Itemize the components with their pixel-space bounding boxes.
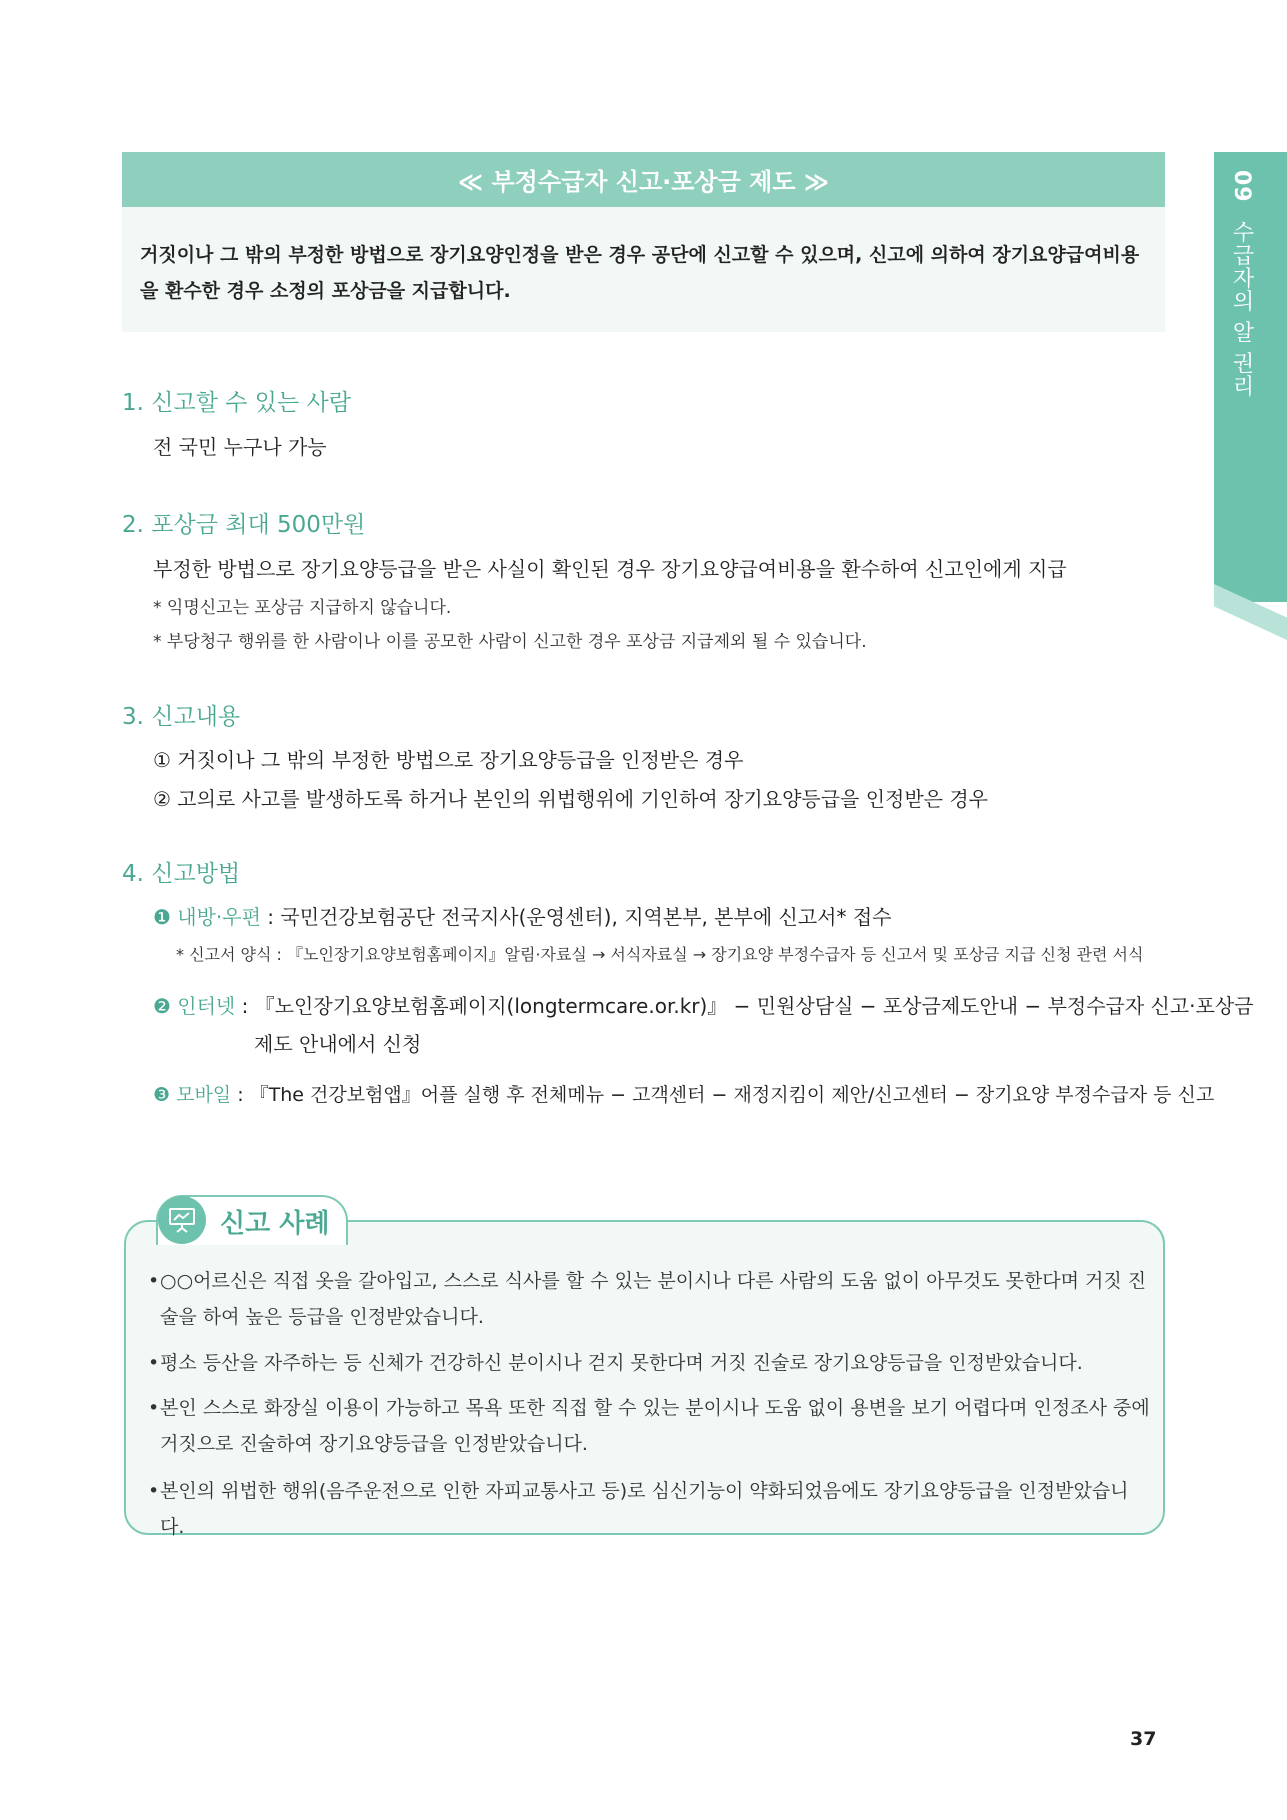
chapter-number: 09 (1229, 170, 1254, 203)
case-item-text: ○○어르신은 직접 옷을 갈아입고, 스스로 식사를 할 수 있는 분이시나 다른 사람의 도움 없이 아무것도 못한다며 거짓 진술을 하여 높은 등급을 인정받았습니다. (160, 1270, 1147, 1328)
method-1-note: * 신고서 양식 : 『노인장기요양보험홈페이지』알림·자료실 → 서식자료실 → 장기요양 부정수급자 등 신고서 및 포상금 지급 신청 관련 서식 (176, 945, 1144, 964)
section-2-body: 부정한 방법으로 장기요양등급을 받은 사실이 확인된 경우 장기요양급여비용을 환수하여 신고인에게 지급 (153, 557, 1067, 581)
case-item-3 (148, 1390, 1150, 1462)
method-internet (153, 990, 1253, 1019)
presentation-board-icon (158, 1196, 206, 1244)
case-item-text: 본인 스스로 화장실 이용이 가능하고 목욕 또한 직접 할 수 있는 분이시나 도움 없이 용변을 보기 어렵다며 인정조사 중에 거짓으로 진술하여 장기요양등급을 인정받았습니다. (160, 1397, 1150, 1455)
method-mobile (153, 1080, 1214, 1107)
case-title: 신고 사례 (220, 1209, 330, 1239)
case-bullet: • (148, 1480, 160, 1502)
method-visit-mail (153, 901, 891, 930)
case-item-4 (148, 1473, 1150, 1545)
section-2-note-1: * 익명신고는 포상금 지급하지 않습니다. (153, 598, 452, 618)
section-4-title: 4. 신고방법 (122, 861, 241, 887)
method-1-marker: ❶ (153, 905, 171, 929)
page-title: ≪ 부정수급자 신고·포상금 제도 ≫ (122, 152, 1165, 207)
section-1-title: 1. 신고할 수 있는 사람 (122, 390, 351, 416)
method-3-label: 모바일 (176, 1084, 232, 1106)
method-2-label: 인터넷 (177, 994, 236, 1018)
method-1-text: : 국민건강보험공단 전국지사(운영센터), 지역본부, 본부에 신고서* 접수 (260, 905, 892, 929)
method-3-marker: ❸ (153, 1084, 171, 1106)
case-bullet: • (148, 1352, 160, 1374)
method-2-text: : 『노인장기요양보험홈페이지(longtermcare.or.kr)』 − 민원상담실 − 포상금제도안내 − 부정수급자 신고·포상금 (235, 994, 1254, 1018)
case-item-text: 본인의 위법한 행위(음주운전으로 인한 자피교통사고 등)로 심신기능이 약화되었음에도 장기요양등급을 인정받았습니다. (160, 1480, 1129, 1538)
case-item-text: 평소 등산을 자주하는 등 신체가 건강하신 분이시나 걷지 못한다며 거짓 진술로 장기요양등급을 인정받았습니다. (160, 1352, 1083, 1374)
intro-text: 거짓이나 그 밖의 부정한 방법으로 장기요양인정을 받은 경우 공단에 신고할 수 있으며, 신고에 의하여 장기요양급여비용을 환수한 경우 소정의 포상금을 지급합니다. (122, 207, 1165, 332)
page-number: 37 (1130, 1728, 1157, 1750)
section-3-title: 3. 신고내용 (122, 704, 241, 730)
method-1-label: 내방·우편 (177, 905, 261, 929)
case-item-2 (148, 1345, 1150, 1381)
case-bullet: • (148, 1397, 160, 1419)
method-3-text: : 『The 건강보험앱』어플 실행 후 전체메뉴 − 고객센터 − 재정지킴이 제안/신고센터 − 장기요양 부정수급자 등 신고 (231, 1084, 1215, 1106)
section-3-item-1: ① 거짓이나 그 밖의 부정한 방법으로 장기요양등급을 인정받은 경우 (153, 748, 744, 772)
case-bullet: • (148, 1270, 160, 1292)
section-3-item-2: ② 고의로 사고를 발생하도록 하거나 본인의 위법행위에 기인하여 장기요양등급을 인정받은 경우 (153, 787, 988, 811)
chapter-label (1226, 170, 1257, 398)
case-item-1 (148, 1263, 1150, 1335)
section-2-note-2: * 부당청구 행위를 한 사람이나 이를 공모한 사람이 신고한 경우 포상금 지급제외 될 수 있습니다. (153, 632, 867, 652)
section-1-body: 전 국민 누구나 가능 (153, 435, 327, 459)
method-2-marker: ❷ (153, 994, 171, 1018)
section-2-title: 2. 포상금 최대 500만원 (122, 512, 366, 538)
method-2-text-cont: 제도 안내에서 신청 (254, 1032, 422, 1056)
chapter-title: 수급자의 알 권리 (1229, 220, 1254, 398)
